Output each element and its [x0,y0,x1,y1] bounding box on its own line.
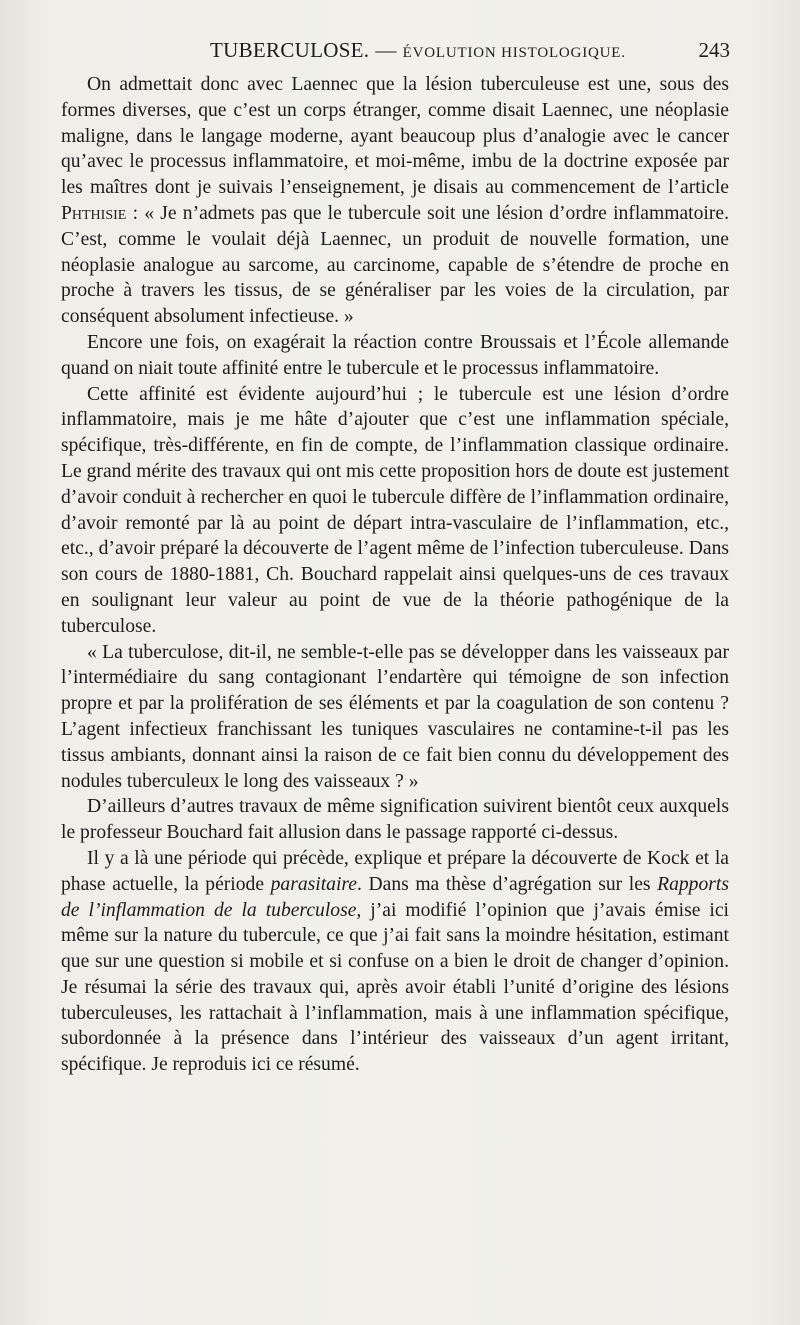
running-title-dash: — [375,38,397,62]
paragraph [61,794,729,846]
paragraph [61,330,729,382]
paragraph [61,72,729,330]
body-text [61,72,729,1078]
paragraph-text: D’ailleurs d’autres travaux de même signification suivirent bientôt ceux auxquels le professeur Bouchard fait allusion dans le passage rapporté ci-dessus. [61,796,729,844]
paragraph [61,846,729,1078]
page-number: 243 [698,38,730,62]
paragraph-text: On admettait donc avec Laennec que la lésion tuberculeuse est une, sous des formes diverses, que c’est un corps étranger, comme disait Laennec, une néoplasie maligne, dans le langage moderne, ayant beaucoup plus d’analogie avec le cancer qu’avec le processus inflammatoire, et moi-même, imbu de la doctrine exposée par les maîtres dont je suivais l’enseignement, je disais au commencement de l’article [61,74,729,199]
italic-text: parasitaire [270,873,357,895]
paragraph [61,382,729,640]
italic-text: Rapports de l’inflammation de la tuberculose [61,873,729,921]
running-title [210,38,626,63]
running-title-main: TUBERCULOSE. [210,38,370,62]
paragraph-text: Encore une fois, on exagérait la réaction contre Broussais et l’École allemande quand on niait toute affinité entre le tubercule et le processus inflammatoire. [61,331,729,379]
paragraph-text: « La tuberculose, dit-il, ne semble-t-elle pas se développer dans les vaisseaux par l’intermédiaire du sang contagionant l’endartère qui témoigne de son infection propre et par la prolifération de ses éléments et par la coagulation de son contenu ? L’agent infectieux franchissant les tuniques vasculaires ne contamine-t-il pas les tissus ambiants, donnant ainsi la raison de ce fait bien connu du développement des nodules tuberculeux le long des vaisseaux ? » [61,641,729,792]
paragraph-text: Il y a là une période qui précède, explique et prépare la découverte de Kock et la phase actuelle, la période [61,847,729,895]
paragraph-text: . Dans ma thèse d’agrégation sur les [357,873,658,895]
article-reference: Phthisie [61,202,127,224]
running-header [62,38,730,68]
paragraph-text: , j’ai modifié l’opinion que j’avais émise ici même sur la nature du tubercule, ce que j’ai fait sans la moindre hésitation, estimant que sur une question si mobile et si confuse on a bien le droit de changer d’opinion. Je résumai la série des travaux qui, après avoir établi l’unité d’origine des lésions tuberculeuses, les rattachait à l’inflammation, mais à une inflammation spécifique, subordonnée à la présence dans l’intérieur des vaisseaux d’un agent irritant, spécifique. Je reproduis ici ce résumé. [61,899,729,1076]
running-title-subtitle: ÉVOLUTION HISTOLOGIQUE. [402,45,626,61]
paragraph [61,640,729,795]
paragraph-text: Cette affinité est évidente aujourd’hui ; le tubercule est une lésion d’ordre inflammatoire, mais je me hâte d’ajouter que c’est une inflammation spéciale, spécifique, très-différente, en fin de compte, de l’inflammation classique ordinaire. Le grand mérite des travaux qui ont mis cette proposition hors de doute est justement d’avoir conduit à rechercher en quoi le tubercule diffère de l’inflammation ordinaire, d’avoir remonté par là au point de départ intra-vasculaire de l’inflammation, etc., etc., d’avoir préparé la découverte de l’agent même de l’infection tuberculeuse. Dans son cours de 1880-1881, Ch. Bouchard rappelait ainsi quelques-uns de ces travaux en soulignant leur valeur au point de vue de la théorie pathogénique de la tuberculose. [61,383,729,637]
paragraph-text: : « Je n’admets pas que le tubercule soit une lésion d’ordre inflammatoire. C’est, comme le voulait déjà Laennec, un produit de nouvelle formation, une néoplasie analogue au sarcome, au carcinome, capable de s’étendre de proche en proche à travers les tissus, de se généraliser par les voies de la circulation, par conséquent absolument infectieuse. » [61,202,729,328]
